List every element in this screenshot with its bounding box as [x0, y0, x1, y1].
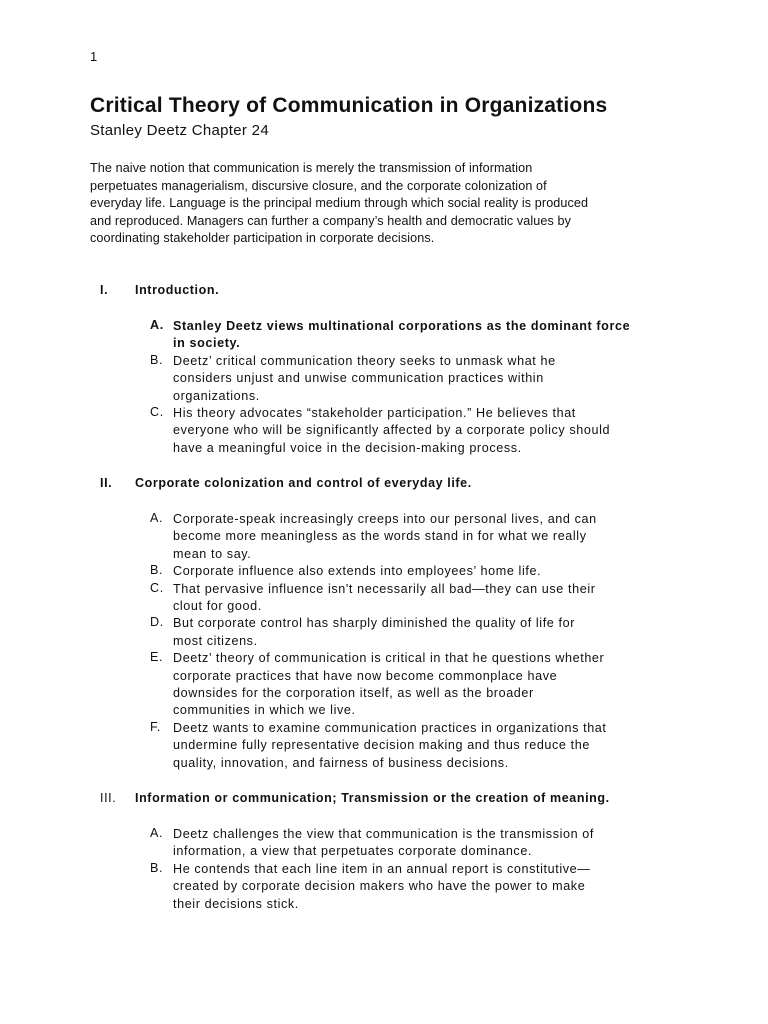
section-title: Information or communication; Transmission or the creation of meaning.	[135, 791, 610, 805]
outline-section-corporate-colonization	[0, 476, 768, 770]
section-items	[0, 826, 768, 913]
document-subtitle: Stanley Deetz Chapter 24	[90, 122, 269, 139]
item-text	[173, 861, 693, 913]
document-title: Critical Theory of Communication in Organizations	[90, 94, 608, 117]
outline-item	[0, 581, 768, 616]
abstract-line: everyday life. Language is the principal medium through which social reality is produced	[90, 196, 589, 210]
item-line: corporate practices that have now become commonplace have	[173, 668, 558, 683]
outline-item	[0, 650, 768, 720]
section-numeral: I.	[100, 283, 109, 297]
abstract-line: coordinating stakeholder participation in corporate decisions.	[90, 231, 435, 245]
item-text	[173, 826, 693, 861]
item-letter: A.	[150, 826, 164, 840]
item-letter: B.	[150, 352, 164, 367]
section-numeral: II.	[100, 476, 113, 490]
item-line: become more meaningless as the words stand in for what we really	[173, 529, 587, 544]
item-line: Deetz’ theory of communication is critical in that he questions whether	[173, 651, 605, 666]
outline-item	[0, 405, 768, 457]
item-line: undermine fully representative decision making and thus reduce the	[173, 738, 590, 753]
outline-section-introduction	[0, 283, 768, 455]
item-line: Stanley Deetz views multinational corporations as the dominant force	[173, 319, 631, 333]
outline-item	[0, 563, 768, 580]
section-heading	[0, 791, 768, 809]
outline-section-information-or-communication	[0, 791, 768, 911]
item-letter: E.	[150, 650, 164, 665]
outline-item	[0, 615, 768, 650]
item-letter: B.	[150, 860, 164, 875]
item-text	[173, 720, 693, 772]
item-letter: B.	[150, 563, 164, 578]
outline-item	[0, 353, 768, 405]
item-text	[173, 511, 693, 563]
item-text	[173, 318, 693, 353]
item-line: mean to say.	[173, 546, 252, 561]
item-line: Deetz wants to examine communication practices in organizations that	[173, 720, 607, 735]
item-line: considers unjust and unwise communication practices within	[173, 371, 544, 386]
abstract-line: perpetuates managerialism, discursive closure, and the corporate colonization of	[90, 178, 547, 193]
item-line: downsides for the corporation itself, as well as the broader	[173, 686, 534, 701]
item-letter: A.	[150, 511, 164, 525]
item-line: communities in which we live.	[173, 703, 356, 718]
item-line: organizations.	[173, 388, 260, 403]
abstract-line: and reproduced. Managers can further a company’s health and democratic values by	[90, 213, 572, 228]
item-line: have a meaningful voice in the decision-making process.	[173, 440, 522, 455]
item-line: Deetz challenges the view that communication is the transmission of	[173, 827, 594, 841]
outline-item	[0, 826, 768, 861]
item-text	[173, 650, 693, 720]
outline-item	[0, 861, 768, 913]
item-text	[173, 615, 693, 650]
item-line: information, a view that perpetuates corporate dominance.	[173, 844, 533, 859]
item-letter: D.	[150, 615, 164, 630]
abstract-line: The naive notion that communication is merely the transmission of information	[90, 161, 533, 175]
item-line: His theory advocates “stakeholder participation.” He believes that	[173, 406, 576, 421]
item-letter: F.	[150, 719, 161, 734]
item-letter: C.	[150, 405, 164, 420]
section-items	[0, 511, 768, 772]
item-line: Corporate influence also extends into employees’ home life.	[173, 564, 542, 579]
item-text	[173, 563, 693, 580]
item-line: in society.	[173, 336, 241, 351]
item-line: everyone who will be significantly affected by a corporate policy should	[173, 423, 611, 438]
outline-item	[0, 511, 768, 563]
item-line: Corporate-speak increasingly creeps into our personal lives, and can	[173, 512, 597, 526]
page-number: 1	[90, 49, 98, 64]
item-line: He contends that each line item in an annual report is constitutive—	[173, 861, 591, 876]
item-line: created by corporate decision makers who have the power to make	[173, 879, 586, 894]
item-line: Deetz’ critical communication theory seeks to unmask what he	[173, 353, 556, 368]
section-title: Introduction.	[135, 283, 220, 297]
item-line: their decisions stick.	[173, 896, 299, 911]
outline-item	[0, 318, 768, 353]
item-line: That pervasive influence isn't necessarily all bad—they can use their	[173, 581, 596, 596]
section-heading	[0, 283, 768, 301]
section-heading	[0, 476, 768, 494]
item-text	[173, 405, 693, 457]
outline-item	[0, 720, 768, 772]
section-title: Corporate colonization and control of everyday life.	[135, 476, 472, 490]
item-text	[173, 581, 693, 616]
item-letter: C.	[150, 580, 164, 595]
item-line: quality, innovation, and fairness of business decisions.	[173, 755, 509, 770]
item-line: most citizens.	[173, 633, 258, 648]
section-items	[0, 318, 768, 457]
item-line: But corporate control has sharply diminished the quality of life for	[173, 616, 576, 631]
section-numeral: III.	[100, 791, 117, 805]
item-text	[173, 353, 693, 405]
abstract-paragraph	[90, 160, 690, 248]
item-line: clout for good.	[173, 599, 262, 614]
item-letter: A.	[150, 318, 164, 332]
